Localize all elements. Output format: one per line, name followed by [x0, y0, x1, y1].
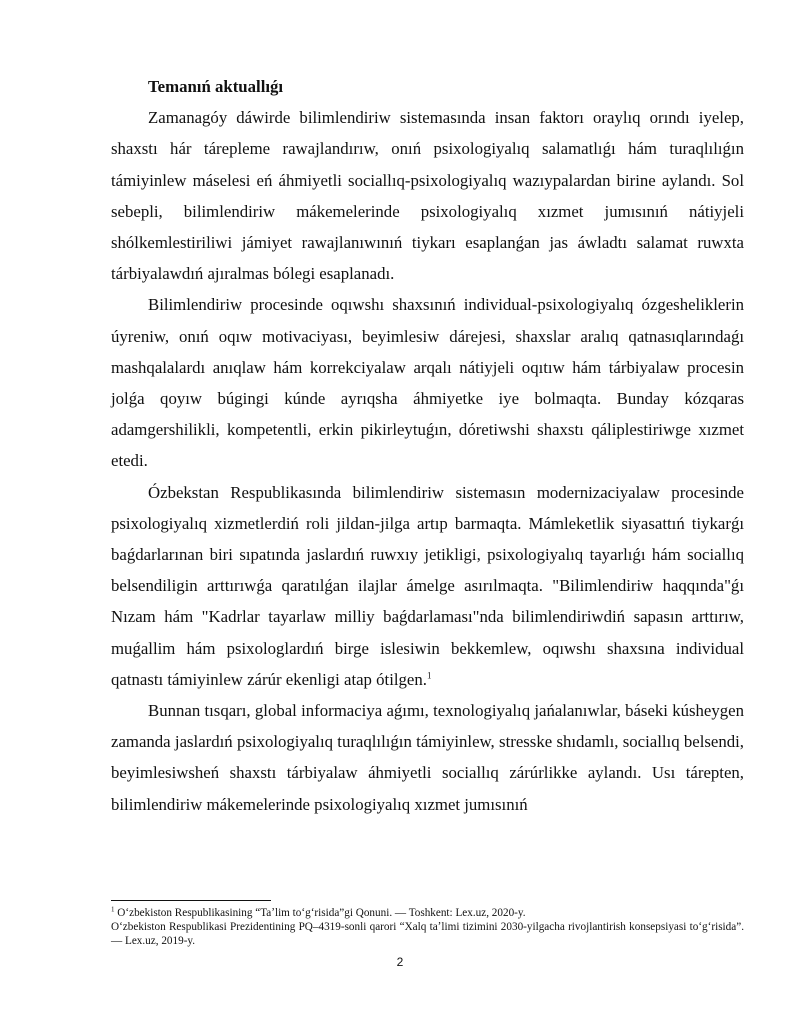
paragraph-3-text: Ózbekstan Respublikasında bilimlendiriw sistemasın modernizaciyalaw procesinde psixologiyalıq xizmetlerdiń roli jildan-jilga artıp barmaqta. Mámleketlik siyasattıń tiykarǵı baǵdarlarınan biri sıpatında jaslardıń ruwxıy jetikligi, psixologiyalıq tayarlıǵı hám sociallıq belsendiligin arttırıwǵa qaratılǵan ilajlar ámelge asırılmaqta. "Bilimlendiriw haqqında"ǵı Nızam hám "Kadrlar tayarlaw milliy baǵdarlaması"nda bilimlendiriwdiń sapasın arttırıw, muǵallim hám psixologlardıń birge islesiwin bekkemlew, oqıwshı shaxsına individual qatnastı támiyinlew zárúr ekenligi atap ótilgen. — [111, 482, 744, 689]
body-text — [111, 71, 744, 820]
footnote-2-text: Oʻzbekiston Respublikasi Prezidentining PQ–4319-sonli qarori “Xalq taʼlimi tizimini 2030-yilgacha rivojlantirish konsepsiyasi toʻgʻrisida”. — Lex.uz, 2019-y. — [111, 921, 744, 948]
footnote-1-text: Oʻzbekiston Respublikasining “Taʼlim toʻgʻrisida”gi Qonuni. — Toshkent: Lex.uz, 2020-y. — [114, 907, 526, 919]
section-heading: Temanıń aktuallıǵı — [148, 77, 284, 96]
paragraph-4: Bunnan tısqarı, global informaciya aǵımı, texnologiyalıq jańalanıwlar, báseki kúsheygen zamanda jaslardıń psixologiyalıq turaqlılıǵın támiyinlew, stresske shıdamlı, sociallıq belsendi, beyimlesiwsheń shaxstı tárbiyalaw áhmiyetli sociallıq zárúrlikke aylandı. Usı tárepten, bilimlendiriw mákemelerinde psixologiyalıq xızmet jumısınıń — [111, 701, 744, 814]
paragraph-3 — [111, 477, 744, 695]
footnote-reference[interactable]: 1 — [426, 670, 432, 681]
footnotes — [111, 906, 744, 949]
footnote-mark: 1 — [111, 905, 115, 914]
paragraph-1: Zamanagóy dáwirde bilimlendiriw sistemasında insan faktorı oraylıq orındı iyelep, shaxstı hár tárepleme rawajlandırıw, onıń psixologiyalıq salamatlıǵı hám turaqlılıǵın támiyinlew máselesi eń áhmiyetli sociallıq-psixologiyalıq wazıypalardan birine aylandı. Sol sebepli, bilimlendiriw mákemelerinde psixologiyalıq xızmet jumısınıń nátiyjeli shólkemlestiriliwi jámiyet rawajlanıwınıń tiykarı esaplanǵan jas áwladtı salamat ruwxta tárbiyalawdıń ajıralmas bólegi esaplanadı. — [111, 108, 744, 284]
footnote-2 — [111, 920, 744, 948]
footnote-divider — [111, 900, 271, 901]
paragraph-2: Bilimlendiriw procesinde oqıwshı shaxsınıń individual-psixologiyalıq ózgesheliklerin úyreniw, onıń oqıw motivaciyası, beyimlesiw dárejesi, shaxslar aralıq qatnasıqlarındaǵı mashqalalardı anıqlaw hám korrekciyalaw arqalı nátiyjeli oqıtıw hám tárbiyalaw procesin jolǵa qoyıw búgingi kúnde ayrıqsha áhmiyetke iye bolmaqta. Bunday kózqaras adamgershilikli, kompetentli, erkin pikirleytuǵın, dóretiwshi shaxstı qáliplestiriwge xızmet etedi. — [111, 295, 744, 471]
footnote-1 — [111, 906, 744, 920]
page-number: 2 — [396, 955, 404, 969]
